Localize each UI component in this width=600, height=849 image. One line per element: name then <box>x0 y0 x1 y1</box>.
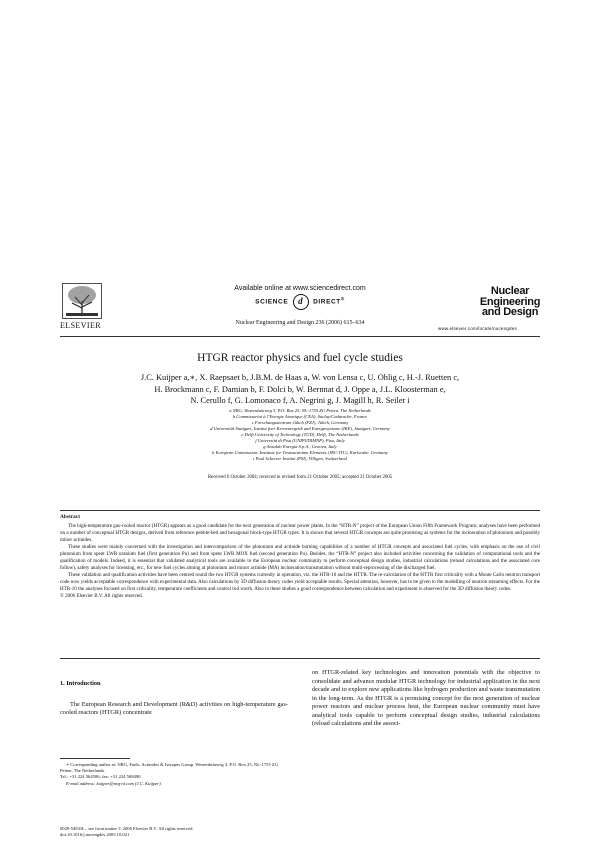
journal-name-line2: Engineering <box>479 295 541 308</box>
abstract-divider-top <box>60 510 540 511</box>
abstract-body <box>60 523 540 601</box>
affiliation-list <box>70 408 530 462</box>
abstract-paragraph: These validation and qualification activities have been centred round the two HTGR systems currently in operation, viz. the HTR-10 and the HTTR. The re-calculation of the HTTR first criticality with a Monte Carlo neutron transport code now yields acceptable correspondence with experimental data. Also calculations by 3D diffusion theory codes yield acceptable results. Special attention, however, has to be given to the modelling of neutron streaming effects. For the HTR-10 the analyses focused on first criticality, temperature coefficients and control rod worth. Also in these studies a good correspondence between calculation and experiment is observed for the 3D diffusion theory codes. <box>60 572 540 593</box>
authors-line: J.C. Kuijper a,∗, X. Raepsaet b, J.B.M. de Haas a, W. von Lensa c, U. Ohlig c, H.-J. Ruetten c, <box>140 373 460 382</box>
authors-line: H. Brockmann c, F. Damian b, F. Dolci b, W. Bernnat d, J. Oppe a, J.L. Kloosterman e, <box>154 384 446 394</box>
page-footer <box>60 826 360 838</box>
article-title: HTGR reactor physics and fuel cycle studies <box>197 352 403 364</box>
abstract-divider-bottom <box>60 658 540 659</box>
received-dates: Received 6 October 2004; received in revised form 21 October 2005; accepted 31 October 2005 <box>207 475 393 480</box>
journal-logo <box>470 286 550 318</box>
journal-url-link[interactable]: www.elsevier.com/locate/nucengdes <box>438 326 517 331</box>
body-paragraph: The European Research and Development (R&D) activities on high-temperature gas-cooled reactors (HTGR) concentrate <box>60 700 288 716</box>
sciencedirect-left: SCIENCE <box>255 298 289 306</box>
contact-email[interactable]: E-mail address: kuijper@nrg-nl.com (J.C. Kuijper). <box>66 780 162 786</box>
header-divider <box>60 336 540 337</box>
affiliation: e Delft University of Technology (TUD), Delft, The Netherlands <box>241 432 359 437</box>
available-online-link[interactable]: Available online at www.sciencedirect.com <box>234 285 366 292</box>
abstract-heading: Abstract <box>60 514 81 520</box>
abstract-copyright: © 2006 Elsevier B.V. All rights reserved. <box>60 593 143 600</box>
author-list <box>70 372 530 407</box>
authors-line: N. Cerullo f, G. Lomonaco f, A. Negrini g, J. Magill h, R. Seiler i <box>190 396 410 405</box>
abstract-paragraph: The high-temperature gas-cooled reactor (HTGR) appears as a good candidate for the next generation of nuclear power plants. In the “HTR-N” project of the European Union Fifth Framework Program, analyses have been performed on a number of conceptual HTGR designs, derived from reference pebble-bed and hexagonal block-type HTGR types. It is shown that several HTGR concepts are quite promising as systems for the incineration of plutonium and possibly minor actinides. <box>60 523 540 544</box>
section-heading: 1. Introduction <box>60 680 101 687</box>
issn-line: 0029-5493/$ – see front matter © 2006 Elsevier B.V. All rights reserved. <box>60 826 194 831</box>
right-column <box>312 669 540 729</box>
affiliation: f Università di Pisa (UNIPI/DIMNP), Pisa, Italy <box>255 438 345 443</box>
abstract-paragraph: These studies were mainly concerned with the investigation and intercomparison of the plutonium and actinide burning capabilities of a number of HTGR concepts and associated fuel cycles, with emphasis on the use of civil plutonium from spent LWR uranium fuel (first generation Pu) and from spent LWR MOX fuel (second generation Pu). Besides, the “HTR-N” project also included activities concerning the validation of computational tools and the qualification of models. Indeed, it is essential that validated analytical tools are available in the European nuclear community to perform conceptual design studies, industrial calculations (reload calculations and the associated core follow), safety analyses for licensing, etc., for new fuel cycles aiming at plutonium and minor actinide (MA) incineration/transmutation without multi-reprocessing of the discharged fuel. <box>60 544 540 572</box>
footnote-divider <box>60 758 130 759</box>
sciencedirect-at-icon: d <box>293 294 309 310</box>
doi-link[interactable]: doi:10.1016/j.nucengdes.2005.10.021 <box>60 832 130 838</box>
sciencedirect-right: DIRECT <box>313 298 341 306</box>
affiliation: c Forschungszentrum Jülich (FZJ), Jülich, Germany <box>251 420 349 425</box>
affiliation: g Ansaldo Energia S.p.A., Genova, Italy <box>263 444 337 449</box>
affiliation: i Paul Scherrer Institut (PSI), Villigen, Switzerland <box>253 456 347 461</box>
sciencedirect-mark: ® <box>340 296 345 302</box>
journal-reference: Nuclear Engineering and Design 236 (2006) 615–634 <box>235 320 365 326</box>
publisher-name: ELSEVIER <box>60 321 101 330</box>
affiliation: a NRG, Westerduinweg 3, P.O. Box 25, NL-1755 ZG Petten, The Netherlands <box>229 408 371 413</box>
contact-phone: Tel.: +31 224 564506; fax: +31 224 568490. <box>60 774 142 780</box>
body-paragraph: on HTGR-related key technologies and innovation potentials with the objective to consolidate and advance modular HTGR technology for industrial application in the next decade and to explore new applications like hydrogen production and waste transmutation in the long-term. As the HTGR is a promising concept for the next generation of nuclear power reactors and nuclear process heat, the European nuclear community must have analytical tools capable to perform conceptual design studies, industrial calculations (reload calculations and the associ- <box>312 669 540 727</box>
affiliation: b Commissariat à l’Energie Atomique (CEA), Saclay/Cadarache, France <box>232 414 368 419</box>
journal-name-line1: Nuclear <box>490 285 530 297</box>
affiliation: d Universität Stuttgart, Institut fuer Kernenergetik und Energiesysteme (IKE), Stuttgart, Germany <box>210 426 390 431</box>
footnote <box>60 762 288 787</box>
corresponding-author: ∗ Corresponding author at: NRG, Fuels, Actinides & Isotopes Group, Westerduinweg 3, P.O. Box 25, NL-1755 ZG Petten, The Netherlands. <box>60 762 279 774</box>
journal-name-line3: and Design <box>481 306 539 318</box>
left-column <box>60 680 288 718</box>
affiliation: h European Commission, Institute for Transuranium Elements (JRC-ITU), Karlsruhe, Germany <box>212 450 388 455</box>
